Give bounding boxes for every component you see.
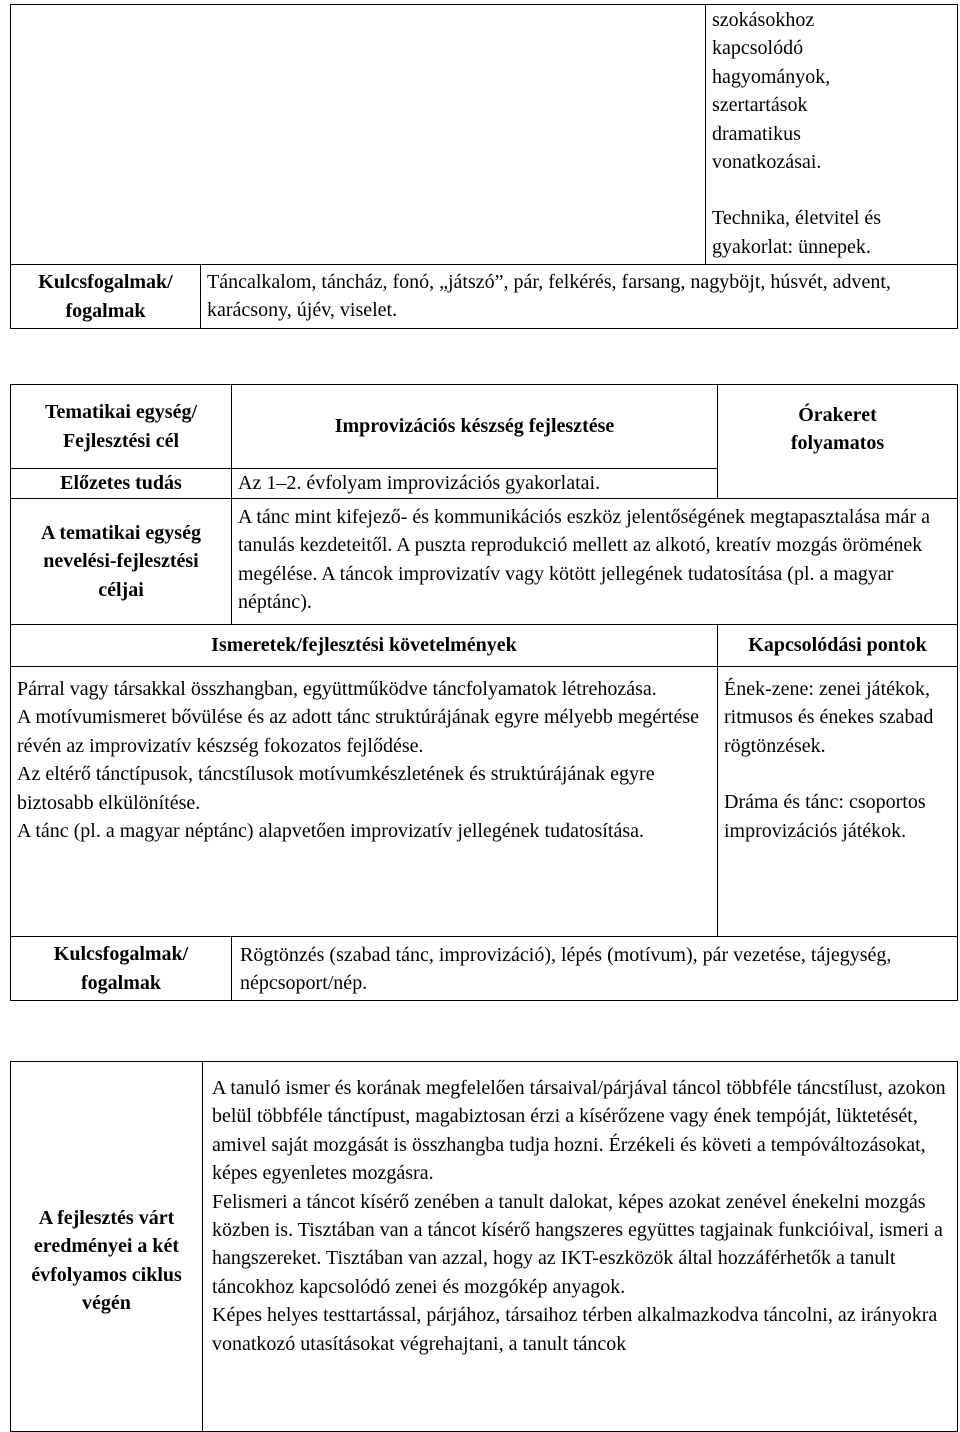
celjai-label: A tematikai egység nevelési-fejlesztési céljai bbox=[11, 499, 232, 625]
kapcsolodasi-item-ének-zene: Ének-zene: zenei játékok, ritmusos és énekes szabad rögtönzések. bbox=[724, 678, 934, 757]
celjai-text: A tánc mint kifejező- és kommunikációs eszköz jelentőségének megtapasztalása már a tanulás kezdeteitől. A puszta reprodukció mellett az alkotó, kreatív mozgás örömének megélése. A táncok improvizatív vagy kötött jellegének tudatosítása (pl. a magyar néptánc). bbox=[232, 499, 958, 625]
elozetes-text: Az 1–2. évfolyam improvizációs gyakorlatai. bbox=[232, 469, 718, 499]
table-1-empty-cell bbox=[11, 5, 706, 265]
ismeretek-cell bbox=[11, 667, 718, 937]
table-1-kulcs-text: Táncalkalom, táncház, fonó, „játszó”, pár, felkérés, farsang, nagyböjt, húsvét, advent, karácsony, újév, viselet. bbox=[201, 265, 958, 329]
table-1-kulcs-label: Kulcsfogalmak/ fogalmak bbox=[11, 265, 201, 329]
table-3-paragraph: Képes helyes testtartással, párjához, társaihoz térben alkalmazkodva táncolni, az irányokra vonatkozó utasításokat végrehajtani, a tanult táncok bbox=[212, 1304, 938, 1355]
orakeret: Órakeret folyamatos bbox=[718, 385, 958, 499]
table-3 bbox=[10, 1061, 958, 1432]
kapcsolodasi-item-drama: Dráma és tánc: csoportos improvizációs játékok. bbox=[724, 791, 926, 842]
table-2 bbox=[10, 384, 958, 1001]
table-2-kulcs-text: Rögtönzés (szabad tánc, improvizáció), lépés (motívum), pár vezetése, tájegység, népcsoport/nép. bbox=[232, 937, 958, 1001]
table-3-paragraph: Felismeri a táncot kísérő zenében a tanult dalokat, képes azokat zenével énekelni mozgás közben is. Tisztában van a táncot kísérő hangszeres együttes tagjainak funkcióival, ismeri a hangszereket. Tisztában van azzal, hogy az IKT-eszközök által hozzáférhetők a tanult táncokhoz kapcsolódó zenei és mozgókép anyagok. bbox=[212, 1190, 943, 1298]
ismeretek-item: Párral vagy társakkal összhangban, együttműködve táncfolyamatok létrehozása. bbox=[17, 678, 657, 700]
ismeretek-item: A tánc (pl. a magyar néptánc) alapvetően improvizatív jellegének tudatosítása. bbox=[17, 820, 644, 843]
ismeretek-item: Az eltérő tánctípusok, táncstílusok motívumkészletének és struktúrájának egyre biztosabb elkülönítése. bbox=[17, 763, 655, 814]
table-1-right-col bbox=[706, 5, 958, 265]
table-3-label: A fejlesztés várt eredményei a két évfolyamos ciklus végén bbox=[11, 1062, 203, 1432]
table-3-text-cell bbox=[203, 1062, 958, 1432]
tematikai-title: Improvizációs készség fejlesztése bbox=[232, 385, 718, 469]
table-2-kulcs-label: Kulcsfogalmak/ fogalmak bbox=[11, 937, 232, 1001]
table-1-right-col-text-2: Technika, életvitel és gyakorlat: ünnepek. bbox=[712, 207, 882, 258]
ismeretek-item: A motívumismeret bővülése és az adott tánc struktúrájának egyre mélyebb megértése révén az improvizatív készség fokozatos fejlődése. bbox=[17, 706, 699, 757]
table-3-paragraph: A tanuló ismer és korának megfelelően társaival/párjával táncol többféle táncstílust, azokon belül többféle tánctípust, magabiztosan érzi a kísérőzene vagy ének tempóját, lüktetését, amivel saját mozgását is összhangba tudja hozni. Érzékeli és követi a tempóváltozásokat, képes egyenletes mozgásra. bbox=[212, 1077, 946, 1185]
table-1-right-col-text: szokásokhoz kapcsolódó hagyományok, szertartások dramatikus vonatkozásai. bbox=[712, 9, 831, 174]
table-1 bbox=[10, 4, 958, 329]
kapcsolodasi-label: Kapcsolódási pontok bbox=[718, 625, 958, 667]
tematikai-label: Tematikai egység/ Fejlesztési cél bbox=[11, 385, 232, 469]
ismeretek-label: Ismeretek/fejlesztési követelmények bbox=[11, 625, 718, 667]
kapcsolodasi-cell bbox=[718, 667, 958, 937]
elozetes-label: Előzetes tudás bbox=[11, 469, 232, 499]
